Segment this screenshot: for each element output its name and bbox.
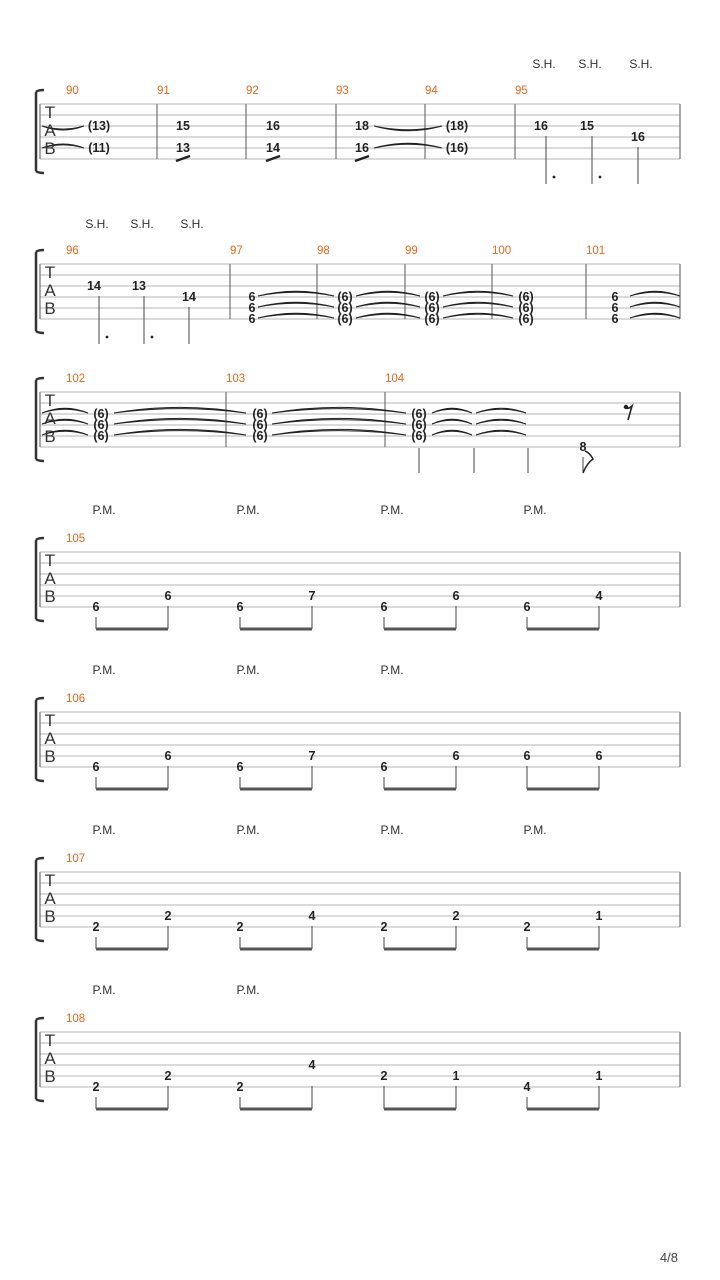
fret-number: 6 [248,301,256,315]
fret-number: 2 [92,1080,100,1094]
fret-number: 6 [248,312,256,326]
fret-number: (6) [518,312,534,326]
fret-number: 7 [308,589,316,603]
tab-label-b: B [44,139,56,158]
fret-number: 14 [266,141,280,155]
fret-number: 13 [176,141,190,155]
measure-number: 106 [66,693,86,705]
fret-number: (6) [424,312,440,326]
palm-mute-label: P.M. [236,983,260,997]
fret-number: 6 [452,749,460,763]
tab-label-t: T [44,711,56,730]
measure-number: 91 [157,85,170,97]
fret-number: (6) [518,301,534,315]
tie-arc [432,408,472,413]
tie-arc [356,313,420,318]
dot [553,176,556,179]
fret-number: (6) [93,429,109,443]
tab-label-b: B [44,299,56,318]
measure-number: 94 [425,85,438,97]
tie-arc [476,430,526,435]
fret-number: 16 [355,141,369,155]
measure-number: 102 [66,373,86,385]
tie-arc [476,408,526,413]
measure-number: 105 [66,533,86,545]
measure-number: 95 [515,85,528,97]
fret-number: 4 [308,1058,316,1072]
dot [599,176,602,179]
slide-label: S.H. [180,217,204,231]
fret-number: 6 [236,600,244,614]
slide-label: S.H. [130,217,154,231]
fret-number: 16 [631,130,645,144]
palm-mute-label: P.M. [523,503,547,517]
fret-number: 2 [92,920,100,934]
fret-number: 6 [523,749,531,763]
tie-arc [443,302,513,307]
fret-number: 6 [92,760,100,774]
notation-marks [96,136,638,1109]
fret-number: (18) [445,119,469,133]
page-number: 4/8 [659,1250,678,1265]
palm-mute-label: P.M. [380,823,404,837]
fret-number: 7 [308,749,316,763]
fret-number: 6 [248,290,256,304]
fret-number: 6 [380,600,388,614]
fret-number: 18 [355,119,369,133]
fret-number: 2 [380,1069,388,1083]
tab-label-a: A [44,281,56,300]
tab-label-t: T [44,263,56,282]
notation-text [44,57,652,1094]
palm-mute-label: P.M. [523,823,547,837]
fret-number: 14 [87,279,101,293]
fret-number: 2 [164,1069,172,1083]
dot [106,336,109,339]
fret-number: (6) [411,407,427,421]
fret-number: (6) [411,429,427,443]
measure-number: 107 [66,853,86,865]
tie-arc [630,291,680,296]
tab-label-t: T [44,391,56,410]
tab-label-a: A [44,121,56,140]
fret-number: 1 [595,909,603,923]
fret-number: (6) [337,301,353,315]
fret-number: 2 [164,909,172,923]
tie-arc [432,430,472,435]
palm-mute-label: P.M. [236,503,260,517]
tab-label-b: B [44,427,56,446]
fret-number: 16 [534,119,548,133]
tie-arc [258,313,334,318]
fret-number: 2 [236,1080,244,1094]
tie-arc [258,302,334,307]
fret-number: 15 [580,119,594,133]
fret-number: 4 [595,589,603,603]
fret-number: 6 [523,600,531,614]
fret-number: (6) [93,418,109,432]
tab-label-a: A [44,889,56,908]
fret-number: (6) [337,290,353,304]
fret-number: (6) [424,290,440,304]
fret-number: 2 [452,909,460,923]
dot [151,336,154,339]
tie-arc [258,291,334,296]
fret-number: 6 [164,749,172,763]
rest-dot [624,405,628,409]
palm-mute-label: P.M. [236,823,260,837]
fret-number: (6) [518,290,534,304]
fret-number: 6 [611,290,619,304]
fret-number: 6 [164,589,172,603]
palm-mute-label: P.M. [92,663,116,677]
palm-mute-label: P.M. [236,663,260,677]
palm-mute-label: P.M. [380,663,404,677]
tie-arc [374,126,442,131]
fret-number: 16 [266,119,280,133]
fret-number: 6 [92,600,100,614]
fret-number: 13 [132,279,146,293]
palm-mute-label: P.M. [380,503,404,517]
measure-number: 98 [317,245,330,257]
tab-label-b: B [44,907,56,926]
tab-label-b: B [44,587,56,606]
fret-number: 6 [236,760,244,774]
palm-mute-label: P.M. [92,503,116,517]
slide-label: S.H. [532,57,556,71]
palm-mute-label: P.M. [92,823,116,837]
tie-arc [630,313,680,318]
measure-number: 100 [492,245,512,257]
tie-arc [356,302,420,307]
fret-number: (6) [93,407,109,421]
fret-number: 4 [308,909,316,923]
fret-number: 6 [595,749,603,763]
tie-arc [630,302,680,307]
fret-number: 15 [176,119,190,133]
measure-number: 97 [230,245,243,257]
tab-label-t: T [44,103,56,122]
fret-number: (6) [424,301,440,315]
measure-number: 99 [405,245,418,257]
fret-number: 2 [236,920,244,934]
slide-label: S.H. [578,57,602,71]
tie-arc [272,418,406,424]
tie-arc [432,419,472,424]
fret-number: 14 [182,290,196,304]
fret-number: (6) [411,418,427,432]
fret-number: (13) [87,119,111,133]
tie-arc [356,291,420,296]
measure-number: 101 [586,245,606,257]
tie-arc [374,143,442,148]
tie-arc [443,291,513,296]
fret-number: 2 [380,920,388,934]
fret-number: 6 [611,301,619,315]
tab-label-a: A [44,1049,56,1068]
tab-label-b: B [44,747,56,766]
fret-number: (16) [445,141,469,155]
fret-number: (11) [88,141,110,155]
tab-label-t: T [44,551,56,570]
fret-number: 1 [595,1069,603,1083]
measure-number: 108 [66,1013,86,1025]
fret-number: 4 [523,1080,531,1094]
tab-label-a: A [44,569,56,588]
fret-number: 6 [611,312,619,326]
tab-label-t: T [44,871,56,890]
tie-arc [476,419,526,424]
fret-number: 8 [579,440,587,454]
measure-number: 90 [66,85,79,97]
fret-number: (6) [252,429,268,443]
measure-number: 96 [66,245,79,257]
tab-label-a: A [44,729,56,748]
fret-number: 2 [523,920,531,934]
tab-label-a: A [44,409,56,428]
slide-label: S.H. [629,57,653,71]
note-flag [583,451,593,473]
tab-label-t: T [44,1031,56,1050]
fret-number: (6) [252,407,268,421]
palm-mute-label: P.M. [92,983,116,997]
measure-number: 92 [246,85,259,97]
fret-number: 1 [452,1069,460,1083]
fret-number: (6) [337,312,353,326]
tie-arc [272,429,406,435]
tab-label-b: B [44,1067,56,1086]
measure-number: 103 [226,373,246,385]
slide-label: S.H. [85,217,109,231]
fret-number: 6 [452,589,460,603]
measure-number: 104 [385,373,405,385]
fret-number: 6 [380,760,388,774]
tie-arc [272,407,406,413]
measure-number: 93 [336,85,349,97]
tie-arc [443,313,513,318]
fret-number: (6) [252,418,268,432]
